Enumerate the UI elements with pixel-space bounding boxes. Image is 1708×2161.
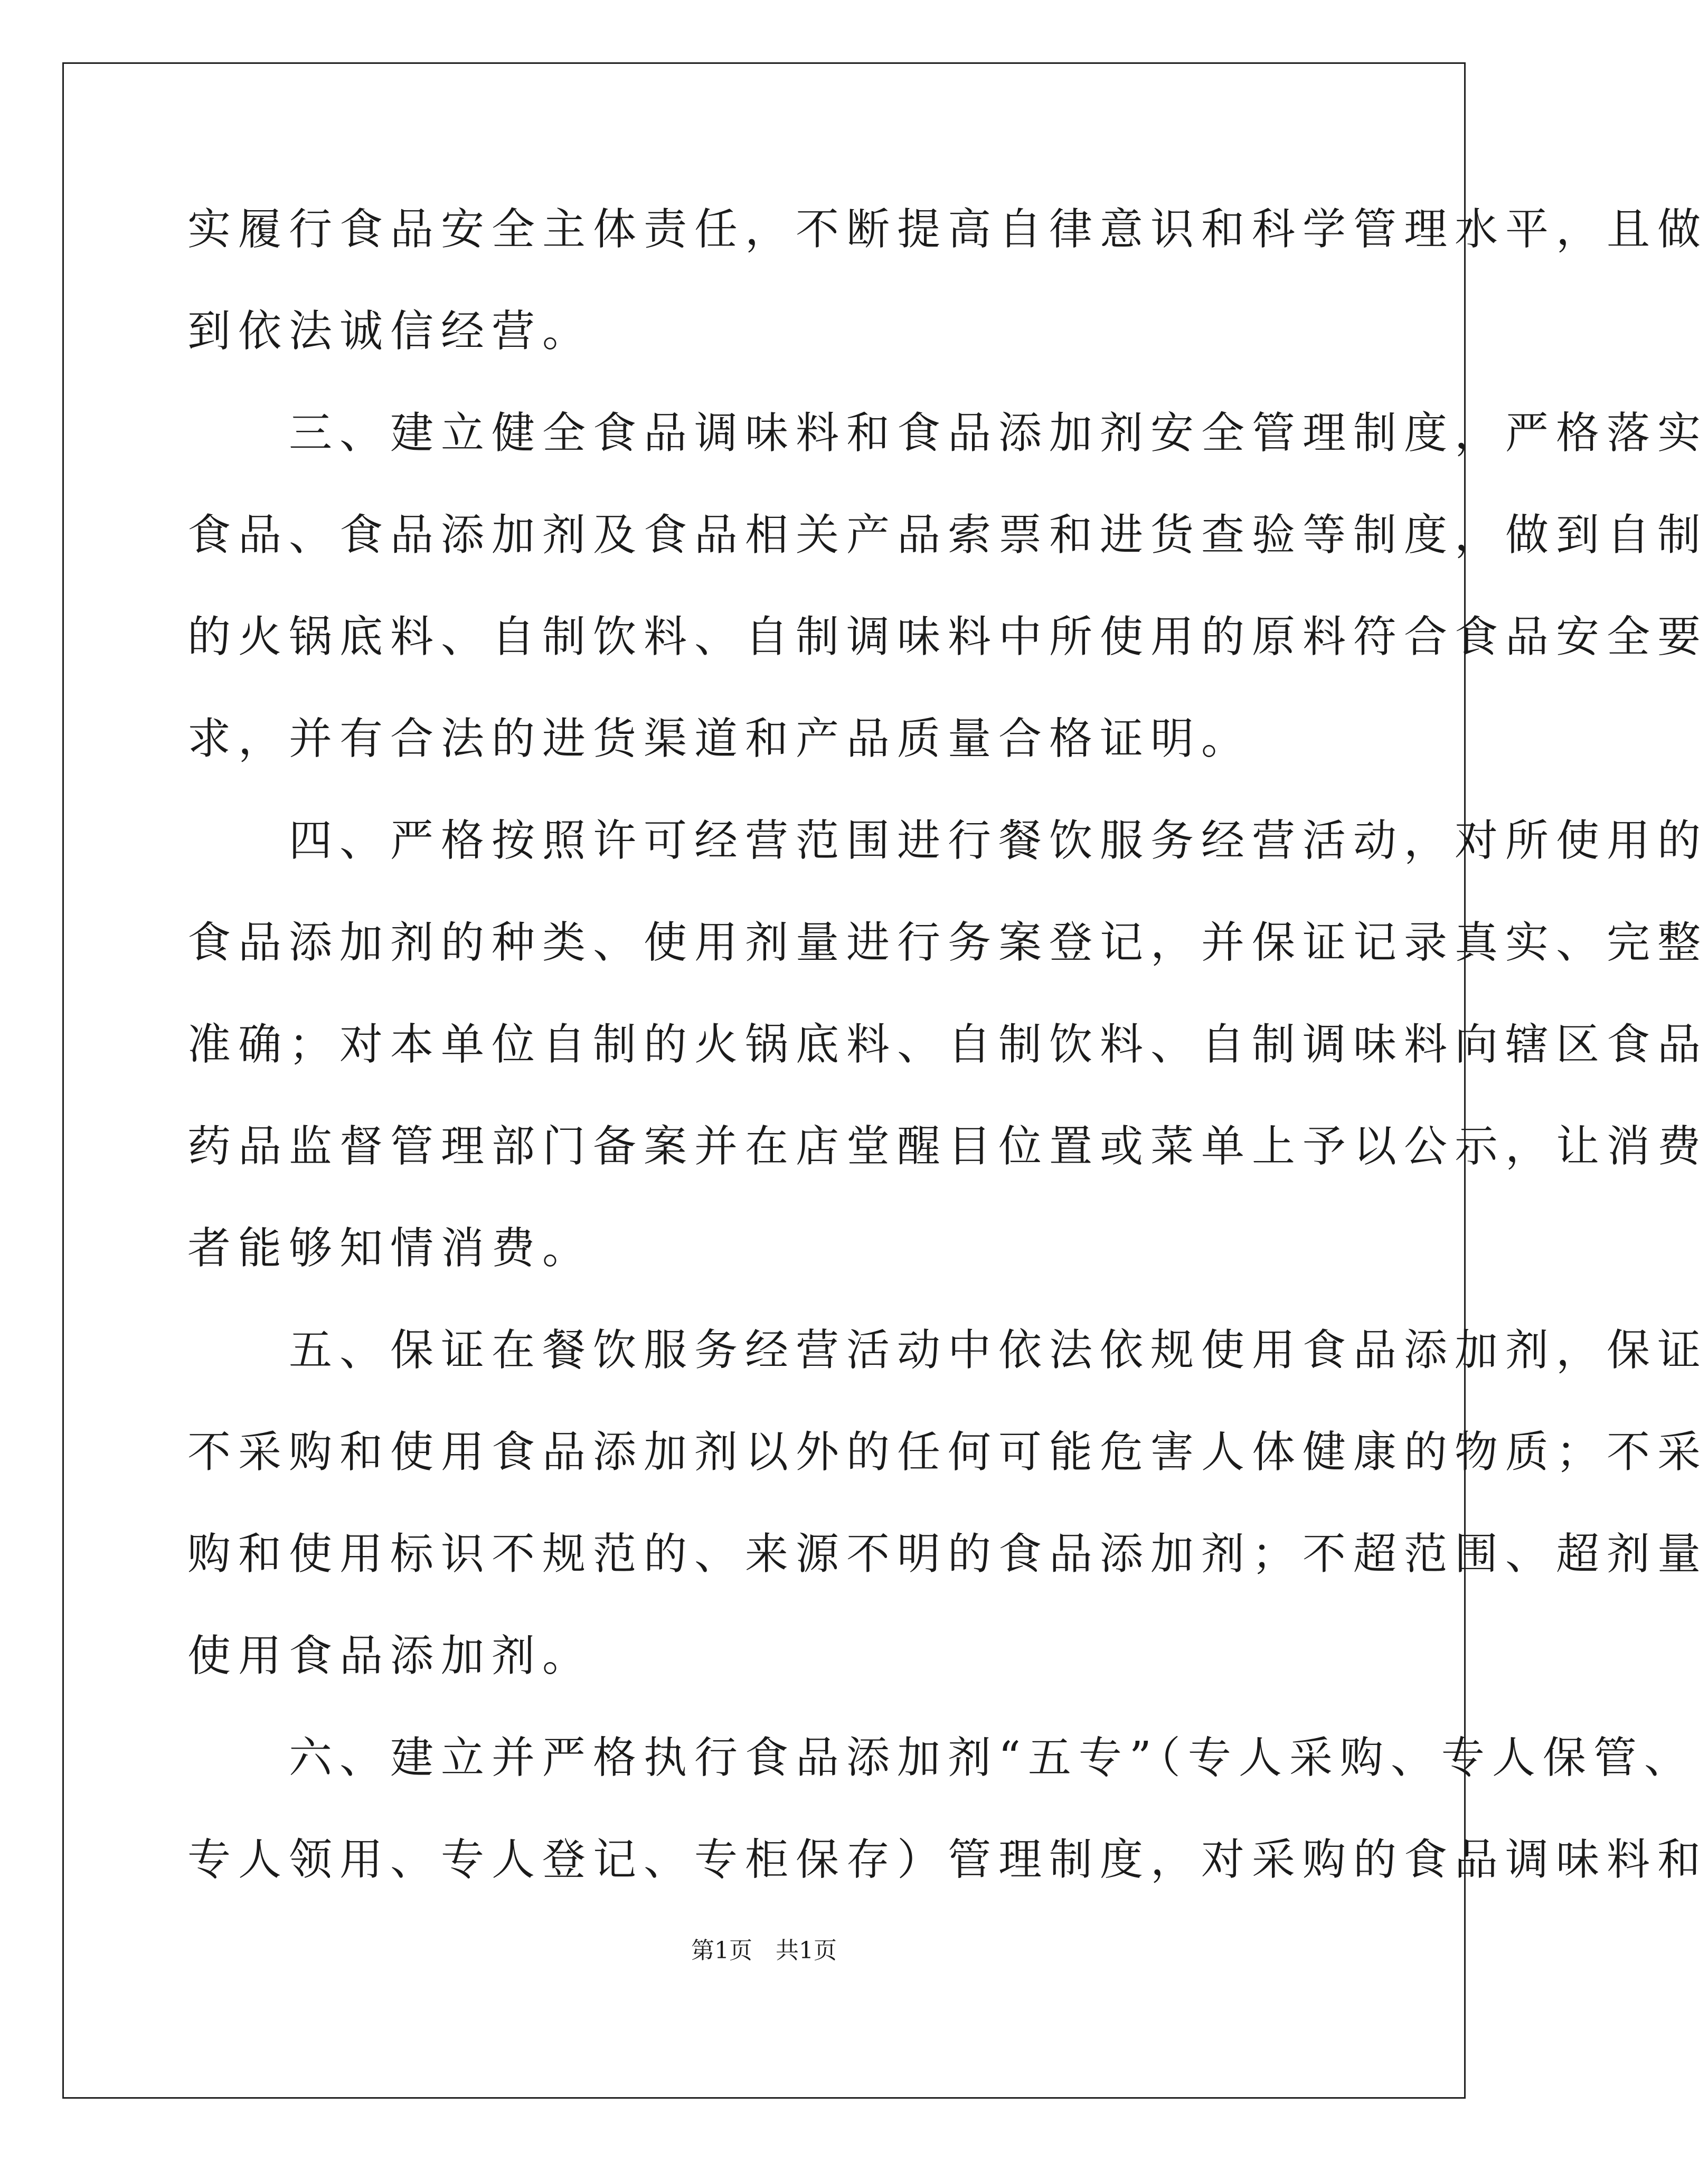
text-line: 食品添加剂的种类、使用剂量进行务案登记，并保证记录真实、完整: [187, 918, 1708, 968]
text-line: 不采购和使用食品添加剂以外的任何可能危害人体健康的物质；不采: [187, 1427, 1708, 1477]
text-line: 专人领用、专人登记、专柜保存）管理制度，对采购的食品调味料和: [187, 1835, 1708, 1885]
document-body: [187, 178, 1708, 1911]
text-line: 求，并有合法的进货渠道和产品质量合格证明。: [187, 714, 1252, 764]
text-line: 三、建立健全食品调味料和食品添加剂安全管理制度，严格落实: [187, 408, 1708, 458]
text-line: 者能够知情消费。: [187, 1223, 593, 1273]
text-line: 准确；对本单位自制的火锅底料、自制饮料、自制调味料向辖区食品: [187, 1020, 1708, 1070]
text-line: 六、建立并严格执行食品添加剂“五专”（专人采购、专人保管、: [187, 1733, 1695, 1783]
text-line: 使用食品添加剂。: [187, 1631, 593, 1681]
text-line: 四、严格按照许可经营范围进行餐饮服务经营活动，对所使用的: [187, 816, 1708, 866]
text-line: 食品、食品添加剂及食品相关产品索票和进货查验等制度，做到自制: [187, 510, 1708, 560]
text-line: 五、保证在餐饮服务经营活动中依法依规使用食品添加剂，保证: [187, 1325, 1708, 1375]
text-line: 的火锅底料、自制饮料、自制调味料中所使用的原料符合食品安全要: [187, 612, 1708, 662]
text-line: 购和使用标识不规范的、来源不明的食品添加剂；不超范围、超剂量: [187, 1529, 1708, 1579]
text-line: 药品监督管理部门备案并在店堂醒目位置或菜单上予以公示，让消费: [187, 1121, 1708, 1172]
text-line: 实履行食品安全主体责任，不断提高自律意识和科学管理水平，且做: [187, 204, 1708, 254]
page-number-footer: 第1页 共1页: [691, 1937, 837, 1964]
text-line: 到依法诚信经营。: [187, 306, 593, 356]
